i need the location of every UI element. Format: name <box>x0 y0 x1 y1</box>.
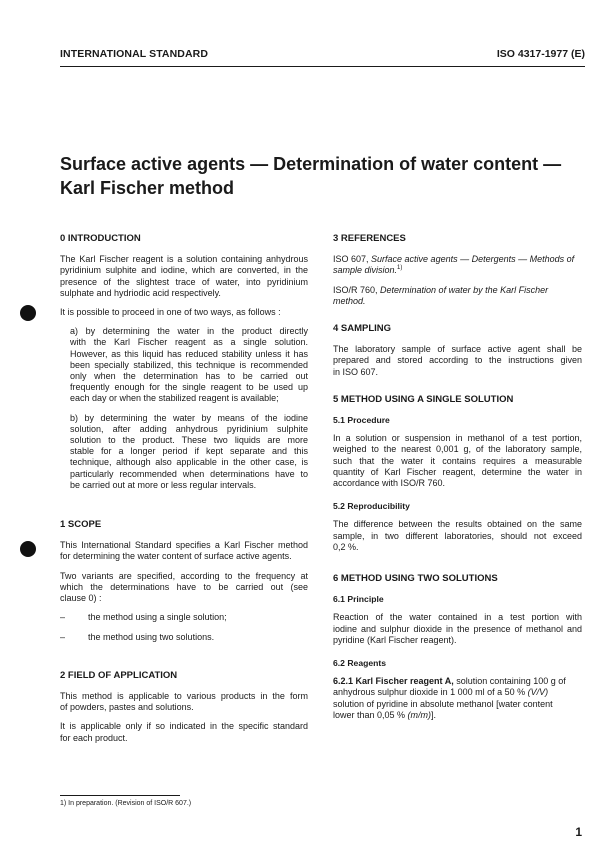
procedure-paragraph: In a solution or suspension in methanol of a test portion, weighed to the nearest 0,001 g, of the laboratory sample, such that the water it contains requires a measurable quantity of Karl Fischer reagent, determine the water in accordance with ISO/R 760. <box>333 433 582 489</box>
footnote-rule <box>60 795 180 796</box>
header-standard-number: ISO 4317-1977 (E) <box>496 48 585 60</box>
reagent-a-paragraph: 6.2.1 Karl Fischer reagent A, solution containing 100 g of anhydrous sulphur dioxide in 1 000 ml of a 50 % (V/V) solution of pyridine in absolute methanol [water content lower than 0,05 % (m/m)]. <box>333 676 566 720</box>
scope-paragraph-2: Two variants are specified, according to the frequency at which the determinations have to be carried out (see clause 0) : <box>60 570 308 604</box>
subsection-heading-procedure: 5.1 Procedure <box>333 415 390 426</box>
running-header <box>60 48 585 68</box>
section-heading-scope: 1 SCOPE <box>60 519 102 531</box>
scope-list-item: – the method using two solutions. <box>60 632 215 643</box>
scope-list-item: – the method using a single solution; <box>60 612 227 623</box>
reference-iso-607: ISO 607, Surface active agents — Detergents — Methods of sample division.$^{1)}$ <box>333 254 575 276</box>
section-heading-single-solution: 5 METHOD USING A SINGLE SOLUTION <box>333 393 514 405</box>
margin-bullet-icon <box>20 541 36 557</box>
intro-paragraph-1: The Karl Fischer reagent is a solution containing anhydrous pyridinium sulphite and iodine, which are converted, in the presence of the slightest trace of water, into pyridinium sulphate and hydriodic acid respectively. <box>60 254 308 298</box>
right-column <box>333 233 582 729</box>
section-heading-field-of-application: 2 FIELD OF APPLICATION <box>60 669 178 681</box>
scope-paragraph-1: This International Standard specifies a Karl Fischer method for determining the water content of surface active agents. <box>60 540 308 562</box>
field-paragraph-1: This method is applicable to various products in the form of powders, pastes and solutions. <box>60 690 308 713</box>
intro-item-a: a) by determining the water in the product directly with the Karl Fischer reagent as a single solution. However, as this liquid has reduced stability unless it has been specially stabilized, this technique is recommended only when the determination has to be carried out frequently enough for the single reagent to be used up each day or when the stabilized reagent is available; <box>70 326 308 404</box>
field-paragraph-2: It is applicable only if so indicated in the specific standard for each product. <box>60 721 308 743</box>
margin-bullet-icon <box>20 305 36 321</box>
header-standard-type: INTERNATIONAL STANDARD <box>60 48 209 60</box>
principle-paragraph: Reaction of the water contained in a test portion with iodine and sulphur dioxide in the presence of methanol and pyridine (Karl Fischer reagent). <box>333 612 582 645</box>
title-line-1: Surface active agents — Determination of water content — <box>60 154 562 174</box>
dash-marker: – <box>60 632 66 643</box>
intro-item-b: b) by determining the water by means of the iodine solution, after adding anhydrous pyridinium sulphite solution to the product. These two liquids are more stable for a longer period if kept separate and this technique, although also applicable in the other case, is particularly recommended when determinations have to be carried out at more or less regular intervals. <box>70 412 308 490</box>
subsection-heading-reagents: 6.2 Reagents <box>333 658 387 669</box>
subsection-heading-principle: 6.1 Principle <box>333 594 384 605</box>
section-heading-references: 3 REFERENCES <box>333 233 406 244</box>
reproducibility-paragraph: The difference between the results obtained on the same sample, in two different laboratories, should not exceed 0,2 %. <box>333 519 582 552</box>
left-column <box>60 233 308 752</box>
page-number: 1 <box>575 825 582 839</box>
section-heading-introduction: 0 INTRODUCTION <box>60 233 141 244</box>
footnote-marker: 1) <box>397 265 403 272</box>
intro-paragraph-2: It is possible to proceed in one of two ways, as follows : <box>60 307 281 318</box>
reference-iso-r-760: ISO/R 760, Determination of water by the Karl Fischer method. <box>333 284 549 306</box>
section-heading-two-solutions: 6 METHOD USING TWO SOLUTIONS <box>333 573 498 585</box>
dash-marker: – <box>60 612 66 623</box>
document-title <box>60 152 590 200</box>
title-line-2: Karl Fischer method <box>60 178 235 198</box>
header-rule <box>60 66 585 67</box>
sampling-paragraph: The laboratory sample of surface active agent shall be prepared and stored according to the instructions given in ISO 607. <box>333 344 582 377</box>
footnote: 1) In preparation. (Revision of ISO/R 607.) <box>60 800 192 807</box>
subsection-heading-reproducibility: 5.2 Reproducibility <box>333 501 410 512</box>
section-heading-sampling: 4 SAMPLING <box>333 323 392 335</box>
